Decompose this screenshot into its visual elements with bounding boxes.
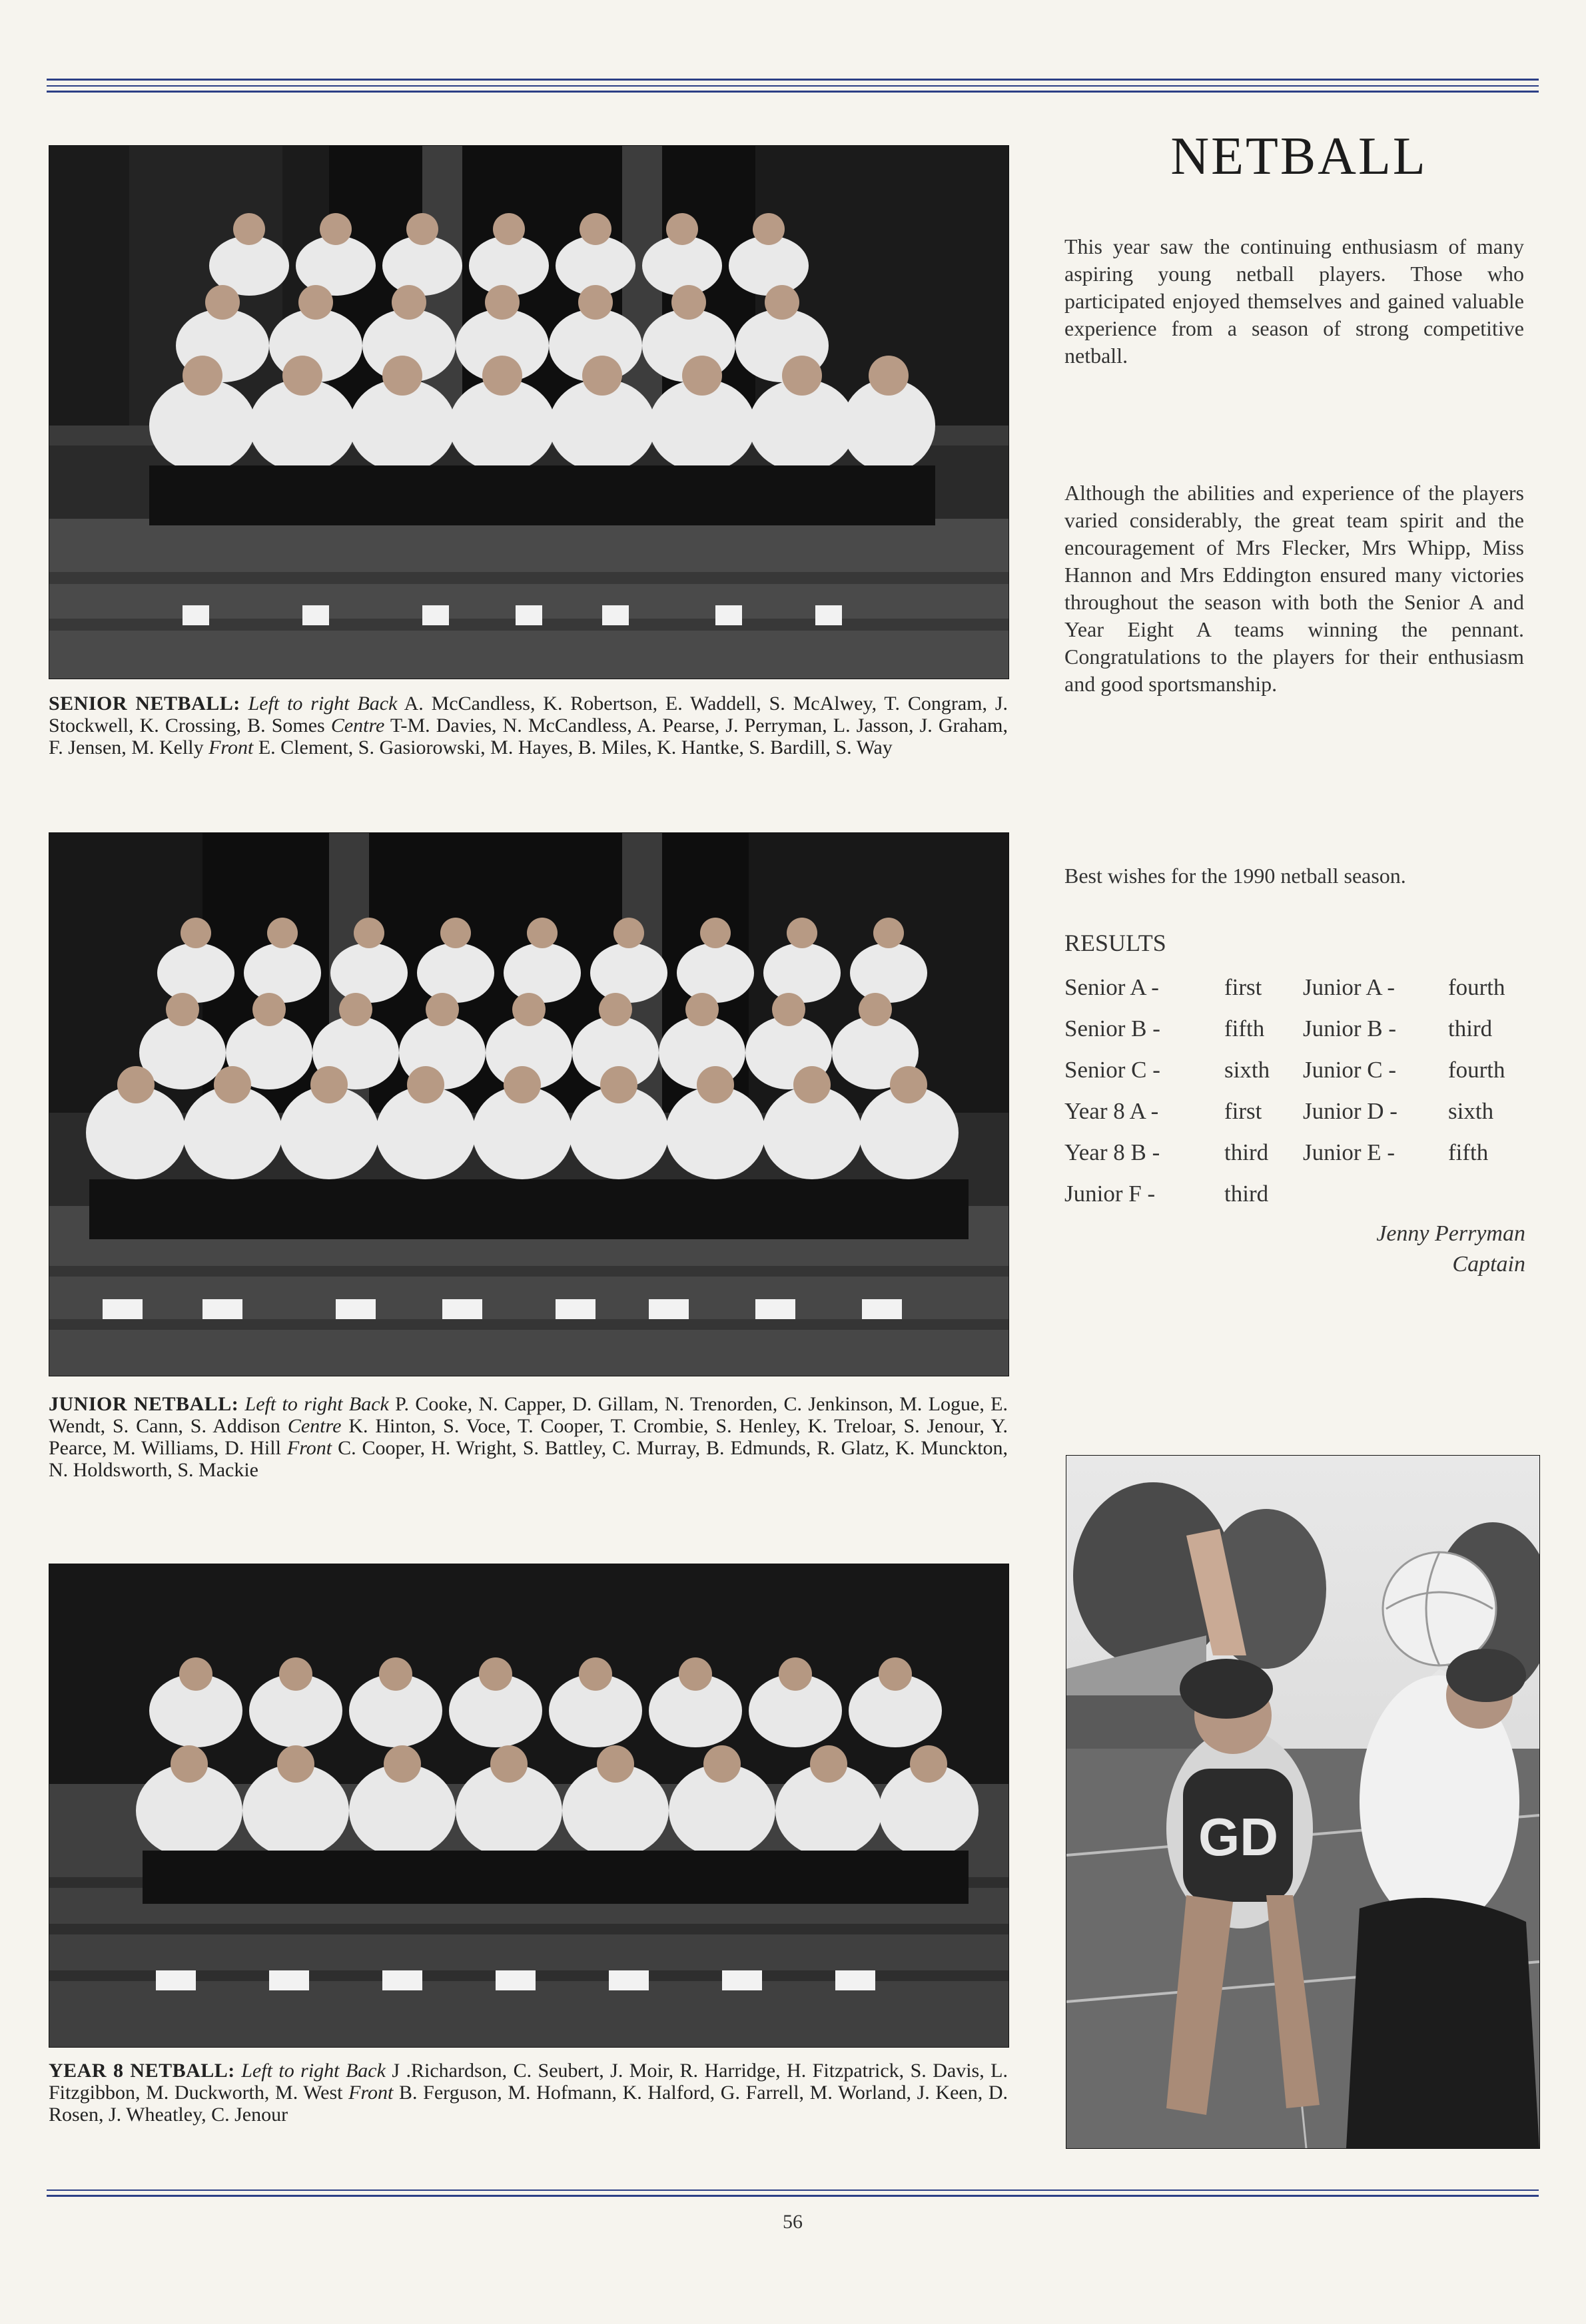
caption-names-front: B. Ferguson, M. Hofmann, K. Halford, G. Farrell, M. Worland, J. Keen, D. Rosen, J. Wheatley, C. Jenour bbox=[49, 2082, 1008, 2126]
caption-names-back: P. Cooke, N. Capper, D. Gillam, N. Trenorden, C. Jenkinson, M. Logue, E. Wendt, S. Cann, S. Addison bbox=[49, 1393, 1008, 1437]
caption-direction: Left to right bbox=[248, 693, 350, 715]
results-row bbox=[1064, 1049, 1531, 1091]
results-team: Senior A - bbox=[1064, 974, 1159, 1000]
caption-names-back: J .Richardson, C. Seubert, J. Moir, R. Harridge, H. Fitzpatrick, S. Davis, L. Fitzgibbon, M. Duckworth, M. West bbox=[49, 2060, 1008, 2104]
caption-row-label: Centre bbox=[330, 715, 385, 736]
caption-direction: Left to right bbox=[244, 1393, 343, 1415]
bottom-rule bbox=[47, 2189, 1539, 2191]
netball-action-photo bbox=[1066, 1455, 1540, 2149]
results-heading: RESULTS bbox=[1064, 930, 1166, 956]
results-row bbox=[1064, 1008, 1531, 1049]
results-table bbox=[1064, 967, 1531, 1215]
junior-team-photo bbox=[49, 832, 1009, 1376]
results-team: Year 8 B - bbox=[1064, 1139, 1160, 1165]
year8-team-caption bbox=[49, 2060, 1008, 2126]
results-team: Junior F - bbox=[1064, 1181, 1156, 1207]
captain-signature bbox=[1059, 1219, 1525, 1280]
caption-row-label: Back bbox=[348, 1393, 389, 1415]
caption-names-centre: K. Hinton, S. Voce, T. Cooper, T. Crombie, S. Henley, K. Treloar, S. Jenour, Y. Pearce, M. Williams, D. Hill bbox=[49, 1415, 1008, 1459]
results-place: fourth bbox=[1448, 974, 1505, 1000]
results-place: fifth bbox=[1224, 1016, 1265, 1041]
results-place: first bbox=[1224, 1098, 1262, 1124]
results-place: sixth bbox=[1448, 1098, 1494, 1124]
caption-lead: JUNIOR NETBALL: bbox=[49, 1393, 239, 1415]
senior-team-photo-image bbox=[49, 146, 1008, 679]
intro-paragraph-3: Best wishes for the 1990 netball season. bbox=[1064, 864, 1406, 888]
results-team: Senior C - bbox=[1064, 1057, 1160, 1083]
caption-names-front: E. Clement, S. Gasiorowski, M. Hayes, B. Miles, K. Hantke, S. Bardill, S. Way bbox=[258, 736, 893, 758]
top-rule bbox=[47, 79, 1539, 81]
results-place: fourth bbox=[1448, 1057, 1505, 1083]
caption-lead: YEAR 8 NETBALL: bbox=[49, 2060, 235, 2082]
results-row bbox=[1064, 1132, 1531, 1173]
caption-names-front: C. Cooper, H. Wright, S. Battley, C. Murray, B. Edmunds, R. Glatz, K. Munckton, N. Holdsworth, S. Mackie bbox=[49, 1437, 1008, 1481]
results-team: Junior A - bbox=[1303, 974, 1395, 1000]
results-team: Junior D - bbox=[1303, 1098, 1397, 1124]
caption-names-centre: T-M. Davies, N. McCandless, A. Pearse, J. Perryman, L. Jasson, J. Graham, F. Jensen, M. Kelly bbox=[49, 715, 1008, 758]
caption-row-label: Front bbox=[286, 1437, 332, 1459]
results-place: third bbox=[1224, 1139, 1269, 1165]
results-team: Junior C - bbox=[1303, 1057, 1397, 1083]
caption-direction: Left to right bbox=[241, 2060, 340, 2082]
junior-team-photo-image bbox=[49, 833, 1008, 1376]
results-place: first bbox=[1224, 974, 1262, 1000]
captain-name: Jenny Perryman bbox=[1376, 1221, 1525, 1246]
year8-team-photo bbox=[49, 1564, 1009, 2048]
results-place: third bbox=[1448, 1016, 1493, 1041]
caption-row-label: Centre bbox=[287, 1415, 342, 1437]
senior-team-caption bbox=[49, 693, 1008, 758]
caption-row-label: Front bbox=[208, 736, 254, 758]
senior-team-photo bbox=[49, 145, 1009, 679]
top-rule bbox=[47, 91, 1539, 93]
bottom-rule bbox=[47, 2195, 1539, 2197]
results-row bbox=[1064, 967, 1531, 1008]
caption-row-label: Front bbox=[348, 2082, 394, 2104]
caption-row-label: Back bbox=[357, 693, 398, 715]
page-title: NETBALL bbox=[1170, 127, 1427, 186]
results-row bbox=[1064, 1173, 1531, 1215]
results-place: third bbox=[1224, 1181, 1269, 1207]
captain-role: Captain bbox=[1452, 1252, 1525, 1277]
caption-lead: SENIOR NETBALL: bbox=[49, 693, 240, 715]
intro-paragraph-2: Although the abilities and experience of the players varied considerably, the great team spirit and the encouragement of Mrs Flecker, Mrs Whipp, Miss Hannon and Mrs Eddington ensured many victories throughout the season with both the Senior A and Year Eight A teams winning the pennant. Congratulations to the players for their enthusiasm and good sportsmanship. bbox=[1064, 481, 1524, 696]
results-team: Year 8 A - bbox=[1064, 1098, 1159, 1124]
year8-team-photo-image bbox=[49, 1564, 1008, 2047]
intro-paragraph-1: This year saw the continuing enthusiasm of many aspiring young netball players. Those who participated enjoyed themselves and gained valuable experience from a season of strong competitive netball. bbox=[1064, 234, 1524, 368]
results-place: sixth bbox=[1224, 1057, 1270, 1083]
results-team: Junior B - bbox=[1303, 1016, 1397, 1041]
page-number: 56 bbox=[783, 2211, 803, 2233]
bib-label: GD bbox=[1198, 1807, 1278, 1867]
results-team: Senior B - bbox=[1064, 1016, 1160, 1041]
junior-team-caption bbox=[49, 1393, 1008, 1481]
results-row bbox=[1064, 1091, 1531, 1132]
results-place: fifth bbox=[1448, 1139, 1489, 1165]
top-rule bbox=[47, 85, 1539, 87]
caption-names-back: A. McCandless, K. Robertson, E. Waddell, S. McAlwey, T. Congram, J. Stockwell, K. Crossing, B. Somes bbox=[49, 693, 1008, 736]
results-team: Junior E - bbox=[1303, 1139, 1395, 1165]
caption-row-label: Back bbox=[345, 2060, 386, 2082]
